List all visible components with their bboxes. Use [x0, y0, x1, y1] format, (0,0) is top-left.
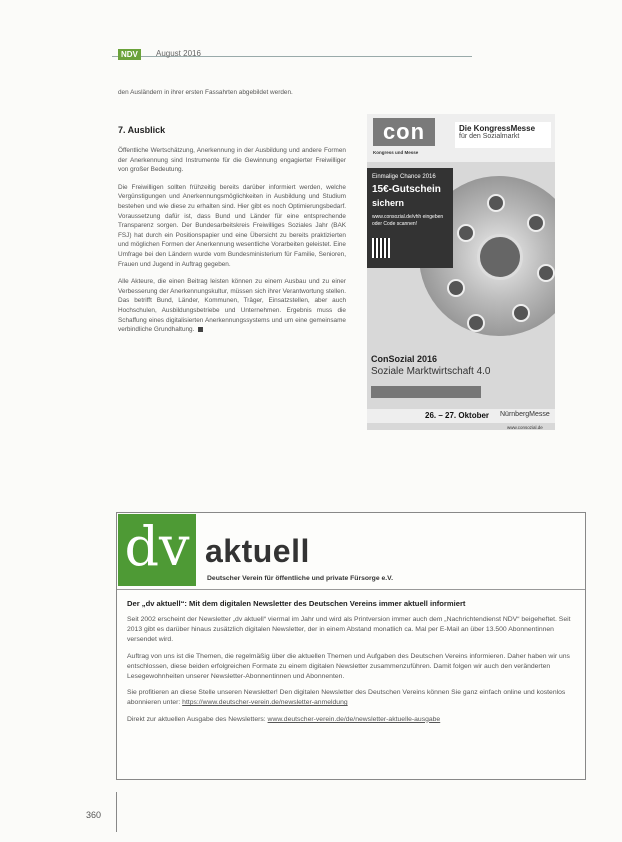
journal-badge: NDV — [118, 49, 141, 60]
con-logo-subtitle: Kongress und Messe — [373, 150, 419, 155]
event-date: 26. – 27. Oktober — [425, 411, 490, 420]
ad-subtitle: Soziale Marktwirtschaft 4.0 — [371, 366, 491, 377]
kongress-box — [455, 122, 551, 148]
network-node-icon — [527, 214, 545, 232]
end-mark — [198, 327, 203, 332]
issue-date: August 2016 — [156, 49, 201, 58]
newsletter-signup-link[interactable]: https://www.deutscher-verein.de/newsletter-anmeldung — [182, 699, 348, 707]
consozial-ad[interactable] — [367, 114, 555, 430]
dv-divider — [117, 589, 585, 590]
dv-aktuell-box — [116, 512, 586, 780]
paragraph-3-text: Alle Akteure, die einen Beitrag leisten können zu einem Ausbau und zu einer Verbesserung der Anerkennungskultur, müssen sich ihrer Verantwortung stellen. Das betrifft Bund, Länder, Kommunen, Träger, Einsatzstellen, aber auch Hochschulen, Ausbildungsbetriebe und Unternehmen. Ergebnis muss die Schaffung eines digitalisierten Anerkennungssystems und um eine gemeinsame verbindliche Grundhaltung. — [118, 278, 346, 334]
dv-paragraph-2: Auftrag von uns ist die Themen, die regelmäßig über die aktuellen Themen und Aufgaben des Deutschen Vereins informieren. Daher haben wir uns entschlossen, diese beiden erfolgreichen Formate zu einem digitalen Newsletter zusammenzuführen. Damit folgen wir auch den veränderten Lesegewohnheiten unserer Newsletter-Abonnentinnen und Abonnenten. — [127, 652, 570, 681]
paragraph-1: Öffentliche Wertschätzung, Anerkennung in der Ausbildung und andere Formen der Anerkennung sind Instrumente für die Gewinnung engagierter Freiwilliger von großer Bedeutung. — [118, 147, 346, 174]
paragraph-3 — [118, 277, 346, 335]
network-node-icon — [457, 224, 475, 242]
partner-logos — [371, 386, 481, 398]
network-node-icon — [467, 314, 485, 332]
kongress-title: Die KongressMesse — [459, 124, 536, 133]
section-heading: 7. Ausblick — [118, 125, 166, 135]
dv-paragraph-3 — [127, 688, 575, 708]
voucher-instructions: www.consozial.de/vhh eingeben oder Code scannen! — [372, 214, 444, 227]
date-band — [367, 409, 555, 423]
newsletter-current-link[interactable]: www.deutscher-verein.de/de/newsletter-aktuelle-ausgabe — [267, 715, 441, 723]
dv-headline: Der „dv aktuell“: Mit dem digitalen Newsletter des Deutschen Vereins immer aktuell informiert — [127, 599, 466, 608]
voucher-line-1: Einmalige Chance 2016 — [372, 174, 436, 180]
ad-title: ConSozial 2016 — [371, 354, 438, 364]
dv-paragraph-3-text: Sie profitieren an diese Stelle unseren Newsletter! Den digitalen Newsletter des Deutschen Vereins können Sie ganz einfach online und kostenlos abonnieren unter: — [127, 689, 566, 707]
dv-organisation: Deutscher Verein für öffentliche und private Fürsorge e.V. — [207, 575, 393, 582]
voucher-line-2: 15€-Gutschein — [372, 184, 441, 195]
kongress-subtitle: für den Sozialmarkt — [459, 133, 520, 140]
paragraph-2: Die Freiwilligen sollten frühzeitig bereits darüber informiert werden, welche Vergünstigungen und Anerkennungsmöglichkeiten in Ausbildung und Studium bestehen und wie diese zu erhalten sind. Hier gibt es noch Optimierungsbedarf. Voraussetzung dafür ist, dass Bund und Länder für eine entsprechende Transparenz sorgen. Der Bundesarbeitskreis Freiwilliges Soziales Jahr (BAK FSJ) hat durch ein Positionspapier und eine Übersicht zu bereits praktizierten und möglichen Formen der Anerkennung wesentliche Vorarbeiten geleistet. Eine Umfrage bei den Ländern wurde vom Bundesministerium für Familie, Senioren, Frauen und Jugend in Auftrag gegeben. — [118, 183, 346, 268]
dv-paragraph-4 — [127, 715, 575, 725]
dv-title: aktuell — [205, 533, 310, 569]
con-logo: con — [373, 118, 435, 146]
event-city: NürnbergMesse — [500, 411, 550, 418]
network-node-icon — [537, 264, 555, 282]
dv-paragraph-4-text: Direkt zur aktuellen Ausgabe des Newsletters: — [127, 715, 268, 723]
network-node-icon — [447, 279, 465, 297]
article-intro: den Ausländern in ihrer ersten Fassahrten abgebildet werden. — [118, 89, 293, 96]
voucher-panel[interactable] — [367, 168, 453, 268]
ad-url[interactable]: www.consozial.de — [507, 425, 543, 430]
footer-rule — [116, 792, 117, 832]
network-hub — [477, 234, 523, 280]
qr-code-icon[interactable] — [372, 238, 390, 258]
page-number: 360 — [86, 810, 102, 820]
dv-logo: dv — [118, 514, 196, 586]
network-node-icon — [512, 304, 530, 322]
voucher-line-3: sichern — [372, 198, 405, 208]
network-node-icon — [487, 194, 505, 212]
dv-body — [127, 615, 575, 731]
dv-paragraph-1: Seit 2002 erscheint der Newsletter „dv aktuell“ viermal im Jahr und wird als Printversion immer auch dem „Nachrichtendienst NDV“ beigeheftet. Seit 2013 gibt es darüber hinaus zusätzlich digitalen Newsletter, der in einem Abstand monatlich ca. Mal per E-Mail an über 13.500 Abonnentinnen versendet wird. — [127, 616, 571, 644]
article-body — [118, 146, 346, 343]
